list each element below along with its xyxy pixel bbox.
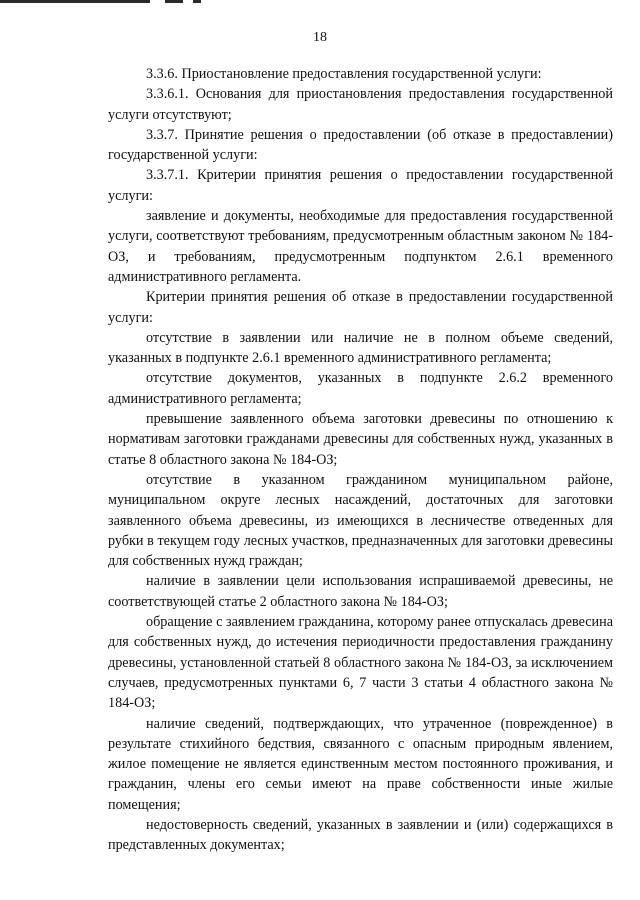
paragraph-3-3-6-1: 3.3.6.1. Основания для приостановления предоставления государственной услуги отсутствуют; [108,86,613,123]
scan-edge-mark [165,0,183,3]
paragraph-3-3-7: 3.3.7. Принятие решения о предоставлении (об отказе в предоставлении) государственной услуги: [108,126,613,164]
paragraph-refusal-item: отсутствие в заявлении или наличие не в полном объеме сведений, указанных в подпункте 2.6.1 временного административного регламента; [108,329,613,367]
paragraph-3-3-7-1: 3.3.7.1. Критерии принятия решения о предоставлении государственной услуги: [108,167,613,204]
page-number: 18 [313,30,327,45]
paragraph-refusal-item: наличие в заявлении цели использования испрашиваемой древесины, не соответствующей статье 2 областного закона № 184-ОЗ; [108,573,613,610]
paragraph-refusal-item: отсутствие в указанном гражданином муниципальном районе, муниципальном округе лесных насаждений, достаточных для заготовки заявленного объема древесины, из имеющихся в лесничестве отведенных для рубки в текущем году лесных участков, предназначенных для заготовки древесины для собственных нужд граждан; [108,471,613,570]
paragraph-refusal-item: отсутствие документов, указанных в подпункте 2.6.2 временного административного регламента; [108,370,613,407]
paragraph-refusal-item: превышение заявленного объема заготовки древесины по отношению к нормативам заготовки гражданами древесины для собственных нужд, указанных в статье 8 областного закона № 184-ОЗ; [108,411,613,468]
scan-edge-mark [193,0,201,3]
paragraph-refusal-item: недостоверность сведений, указанных в заявлении и (или) содержащихся в представленных документах; [108,816,613,854]
paragraph-3-3-6: 3.3.6. Приостановление предоставления государственной услуги: [146,66,542,82]
paragraph-refusal-item: обращение с заявлением гражданина, которому ранее отпускалась древесина для собственных нужд, до истечения периодичности предоставления гражданину древесины, установленной статьей 8 областного закона № 184-ОЗ, за исключением случаев, предусмотренных пунктами 6, 7 части 3 статьи 4 областного закона № 184-ОЗ; [108,614,613,712]
document-body [108,64,613,856]
paragraph-criteria-refusal-heading: Критерии принятия решения об отказе в предоставлении государственной услуги: [108,289,613,326]
paragraph-criteria-grant: заявление и документы, необходимые для предоставления государственной услуги, соответствуют требованиям, предусмотренным областным законом № 184-ОЗ, и требованиям, предусмотренным подпунктом 2.6.1 временного административного регламента. [108,208,613,285]
paragraph-refusal-item: наличие сведений, подтверждающих, что утраченное (поврежденное) в результате стихийного бедствия, связанного с опасным природным явлением, жилое помещение не является единственным местом постоянного проживания, и гражданин, члены его семьи имеют на праве собственности иные жилые помещения; [108,715,613,813]
scan-edge-mark [0,0,150,3]
